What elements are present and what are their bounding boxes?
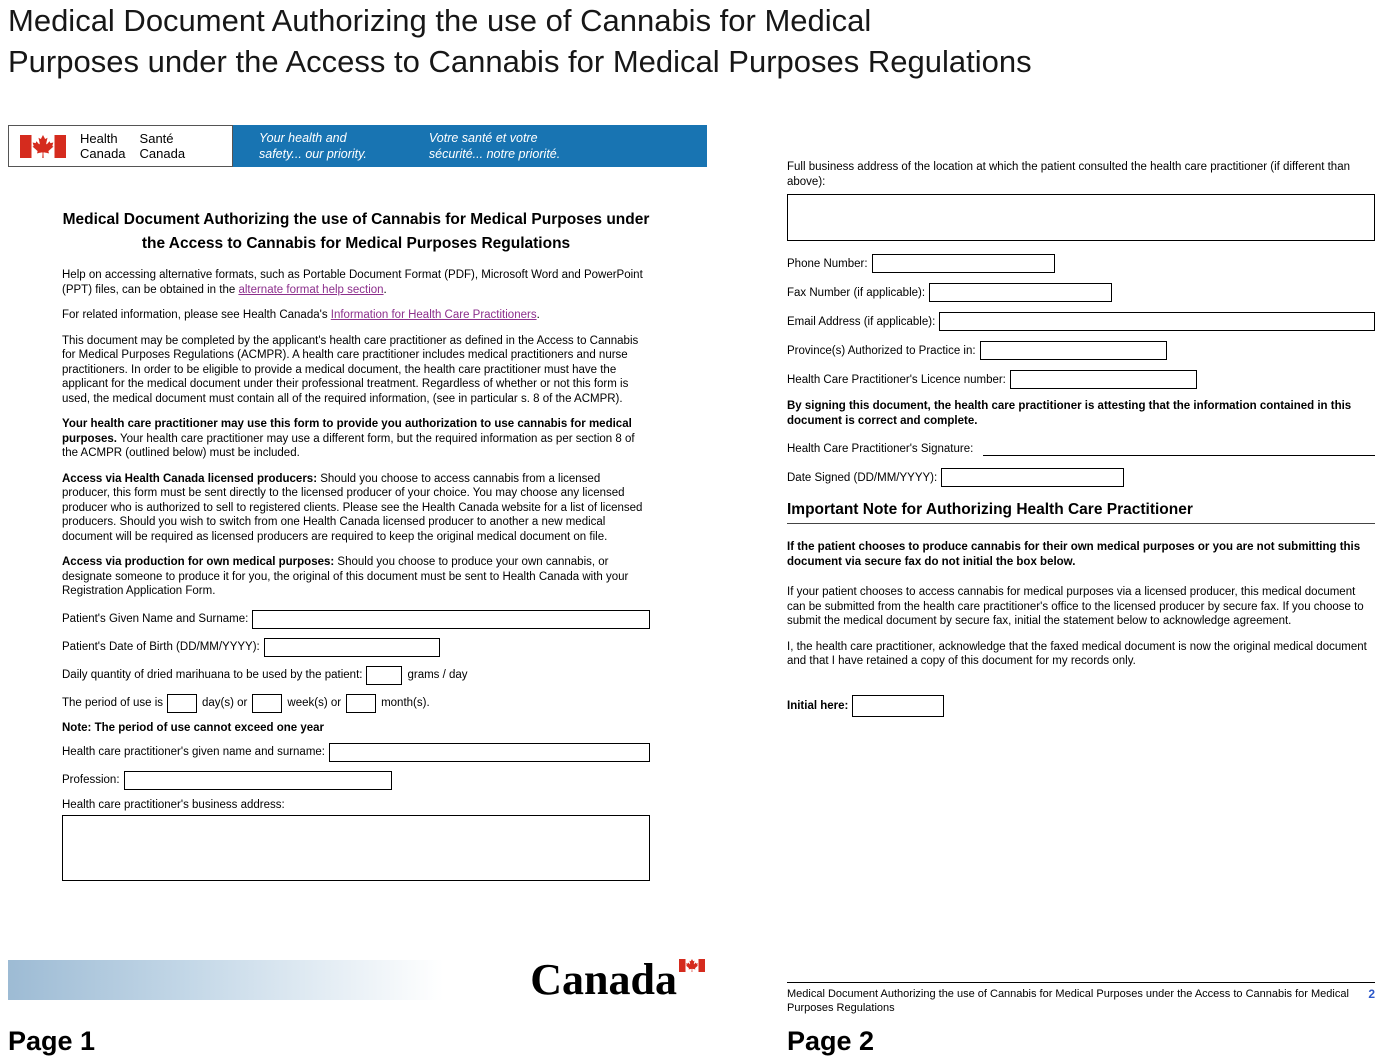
paragraph-own-production bbox=[62, 555, 650, 599]
paragraph-acmpr: This document may be completed by the applicant's health care practitioner as defined in the Access to Cannabis for Medical Purposes Regulations (ACMPR). A health care practitioner includes medical practitioners and nurse practitioners. In order to be eligible to provide a medical document, the health care practitioner must have the applicant for the medical document under their professional treatment. Regardless of whether or not this form is used, the medical document must contain all of the required information, (see in particular s. 8 of the ACMPR). bbox=[62, 334, 639, 405]
canada-flag-icon bbox=[20, 135, 66, 158]
profession-label: Profession: bbox=[62, 774, 120, 786]
banner-motto-block bbox=[233, 125, 707, 167]
paragraph-licensed-producers-rest: Should you choose to access cannabis from a licensed producer, this form must be sent directly to the licensed producer of your choice. You may choose any licensed producer who is authorized to sell to registered clients. Please see the Health Canada website for a list of licensed producers. Should you wish to switch from one Health Canada licensed producer to another a new medical document will be required as licensed producers are required to keep the original medical document on file. bbox=[62, 472, 643, 543]
paragraph-use-form-rest: Your health care practitioner may use a different form, but the required information as per section 8 of the ACMPR (outlined below) must be included. bbox=[62, 432, 635, 459]
footer-page-number: 2 bbox=[1368, 987, 1375, 1001]
period-note bbox=[62, 722, 650, 734]
document-title bbox=[8, 0, 1032, 82]
canada-wordmark-text: Canada bbox=[530, 955, 677, 1004]
page1-footer bbox=[8, 955, 707, 1004]
section-divider bbox=[787, 523, 1375, 524]
hcp-name-input[interactable] bbox=[329, 743, 650, 762]
paragraph-alternate-formats bbox=[62, 268, 650, 297]
field-row-province bbox=[787, 341, 1375, 360]
text-segment: . bbox=[536, 309, 540, 321]
dept-fr-line1: Santé bbox=[139, 131, 174, 146]
period-days-input[interactable] bbox=[167, 694, 197, 713]
canada-wordmark bbox=[520, 955, 707, 1004]
dept-fr-line2: Canada bbox=[139, 146, 186, 161]
hcp-name-label: Health care practitioner's given name and surname: bbox=[62, 746, 326, 758]
hcp-address-label: Health care practitioner's business address: bbox=[62, 798, 285, 811]
banner-department-block bbox=[8, 125, 233, 167]
patient-name-input[interactable] bbox=[252, 610, 650, 629]
text-segment: For related information, please see Health Canada's bbox=[62, 309, 331, 321]
profession-input[interactable] bbox=[124, 771, 392, 790]
document-title-line2: Purposes under the Access to Cannabis for Medical Purposes Regulations bbox=[8, 44, 1032, 79]
wordmark-flag-icon bbox=[679, 959, 705, 972]
daily-quantity-label: Daily quantity of dried marihuana to be used by the patient: bbox=[62, 669, 363, 681]
document-title-line1: Medical Document Authorizing the use of Cannabis for Medical bbox=[8, 3, 872, 38]
page-1 bbox=[8, 125, 707, 1025]
acknowledgement-paragraph: I, the health care practitioner, acknowledge that the faxed medical document is now the original medical document and that I have retained a copy of this document for my records only. bbox=[787, 640, 1367, 667]
field-row-profession bbox=[62, 771, 650, 790]
info-for-hcp-link[interactable]: Information for Health Care Practitioners bbox=[330, 309, 537, 321]
department-name-french bbox=[140, 131, 186, 161]
important-note-heading: Important Note for Authorizing Health Care Practitioner bbox=[787, 501, 1193, 518]
page1-label: Page 1 bbox=[8, 1026, 96, 1056]
paragraph-licensed-producers-lead: Access via Health Canada licensed producers: bbox=[62, 472, 318, 485]
footer-document-title: Medical Document Authorizing the use of Cannabis for Medical Purposes under the Access to Cannabis for Medical Purposes Regulations bbox=[787, 988, 1349, 1014]
motto-fr-line2: sécurité... notre priorité. bbox=[428, 147, 561, 161]
date-signed-input[interactable] bbox=[941, 468, 1124, 487]
motto-en-line2: safety... our priority. bbox=[259, 147, 367, 161]
field-row-hcp-name bbox=[62, 743, 650, 762]
period-days-label: day(s) or bbox=[202, 697, 248, 709]
field-row-patient-name bbox=[62, 610, 650, 629]
paragraph-related-info bbox=[62, 308, 650, 323]
phone-input[interactable] bbox=[872, 254, 1055, 273]
warning-paragraph: If the patient chooses to produce cannabis for their own medical purposes or you are not submitting this document via secure fax do not initial the box below. bbox=[787, 541, 1361, 568]
paragraph-use-form-lead: Your health care practitioner may use this form to provide you authorization to use cannabis for medical purposes. bbox=[62, 418, 632, 445]
form-title: Medical Document Authorizing the use of Cannabis for Medical Purposes under the Access to Cannabis for Medical Purposes Regulations bbox=[62, 211, 650, 252]
patient-name-label: Patient's Given Name and Surname: bbox=[62, 613, 249, 625]
initial-input[interactable] bbox=[852, 695, 944, 717]
period-weeks-label: week(s) or bbox=[287, 697, 342, 709]
motto-fr-line1: Votre santé et votre bbox=[428, 131, 538, 145]
footer-gradient-bar bbox=[8, 960, 520, 1000]
field-row-email bbox=[787, 312, 1375, 331]
period-prefix-label: The period of use is bbox=[62, 697, 164, 709]
field-row-initial bbox=[787, 695, 1375, 717]
paragraph-own-production-rest: Should you choose to produce your own cannabis, or designate someone to produce it for you, the original of this document must be sent to Health Canada with your Registration Application Form. bbox=[62, 556, 629, 597]
page-2 bbox=[787, 160, 1375, 1025]
paragraph-licensed-producers bbox=[62, 472, 650, 545]
hcp-address-textarea[interactable] bbox=[62, 815, 650, 881]
field-row-signature bbox=[787, 442, 1375, 456]
daily-quantity-input[interactable] bbox=[366, 666, 402, 685]
field-row-dob bbox=[62, 638, 650, 657]
email-label: Email Address (if applicable): bbox=[787, 315, 936, 328]
text-segment: . bbox=[383, 283, 387, 296]
province-input[interactable] bbox=[980, 341, 1167, 360]
period-months-label: month(s). bbox=[381, 697, 430, 709]
motto-french bbox=[429, 130, 560, 162]
fax-label: Fax Number (if applicable): bbox=[787, 286, 926, 299]
fax-input[interactable] bbox=[929, 283, 1112, 302]
field-row-hcp-address-label bbox=[62, 799, 650, 811]
period-weeks-input[interactable] bbox=[252, 694, 282, 713]
daily-quantity-suffix: grams / day bbox=[407, 669, 468, 681]
page1-body bbox=[8, 167, 707, 886]
licence-input[interactable] bbox=[1010, 370, 1197, 389]
motto-english bbox=[259, 130, 367, 162]
page2-footer bbox=[787, 982, 1375, 1015]
signature-label: Health Care Practitioner's Signature: bbox=[787, 443, 974, 455]
field-row-phone bbox=[787, 254, 1375, 273]
health-canada-banner bbox=[8, 125, 707, 167]
phone-label: Phone Number: bbox=[787, 257, 868, 270]
paragraph-use-form bbox=[62, 417, 650, 461]
alternate-format-link[interactable]: alternate format help section bbox=[238, 283, 384, 296]
period-note-text: Note: The period of use cannot exceed one year bbox=[62, 721, 325, 734]
paragraph-own-production-lead: Access via production for own medical purposes: bbox=[62, 556, 335, 568]
attestation-paragraph: By signing this document, the health care practitioner is attesting that the information contained in this document is correct and complete. bbox=[787, 400, 1352, 427]
field-row-date-signed bbox=[787, 468, 1375, 487]
full-business-address-textarea[interactable] bbox=[787, 194, 1375, 241]
licence-label: Health Care Practitioner's Licence number: bbox=[787, 373, 1006, 386]
text-segment: Help on accessing alternative formats, such as Portable Document Format (PDF), Microsoft Word and PowerPoint (PPT) files, can be obtained in the bbox=[62, 269, 643, 296]
dob-input[interactable] bbox=[264, 638, 440, 657]
full-address-label: Full business address of the location at which the patient consulted the health care practitioner (if different than above): bbox=[787, 161, 1350, 188]
page2-label: Page 2 bbox=[787, 1026, 875, 1056]
dept-en-line2: Canada bbox=[80, 146, 126, 161]
email-input[interactable] bbox=[939, 312, 1375, 331]
dept-en-line1: Health bbox=[80, 131, 118, 146]
dob-label: Patient's Date of Birth (DD/MM/YYYY): bbox=[62, 641, 260, 653]
province-label: Province(s) Authorized to Practice in: bbox=[787, 344, 976, 357]
signature-line bbox=[983, 442, 1375, 456]
secure-fax-paragraph: If your patient chooses to access cannabis for medical purposes via a licensed producer, this medical document can be submitted from the health care practitioner's office to the licensed producer by secure fax. If you choose to submit the medical document by secure fax, initial the statement below to acknowledge agreement. bbox=[787, 586, 1364, 627]
date-signed-label: Date Signed (DD/MM/YYYY): bbox=[787, 471, 938, 484]
motto-en-line1: Your health and bbox=[259, 131, 347, 145]
field-row-licence bbox=[787, 370, 1375, 389]
period-months-input[interactable] bbox=[346, 694, 376, 713]
field-row-fax bbox=[787, 283, 1375, 302]
field-row-daily-quantity bbox=[62, 666, 650, 685]
initial-here-label: Initial here: bbox=[787, 699, 849, 712]
department-name-english bbox=[80, 131, 126, 161]
field-row-period-of-use bbox=[62, 694, 650, 713]
